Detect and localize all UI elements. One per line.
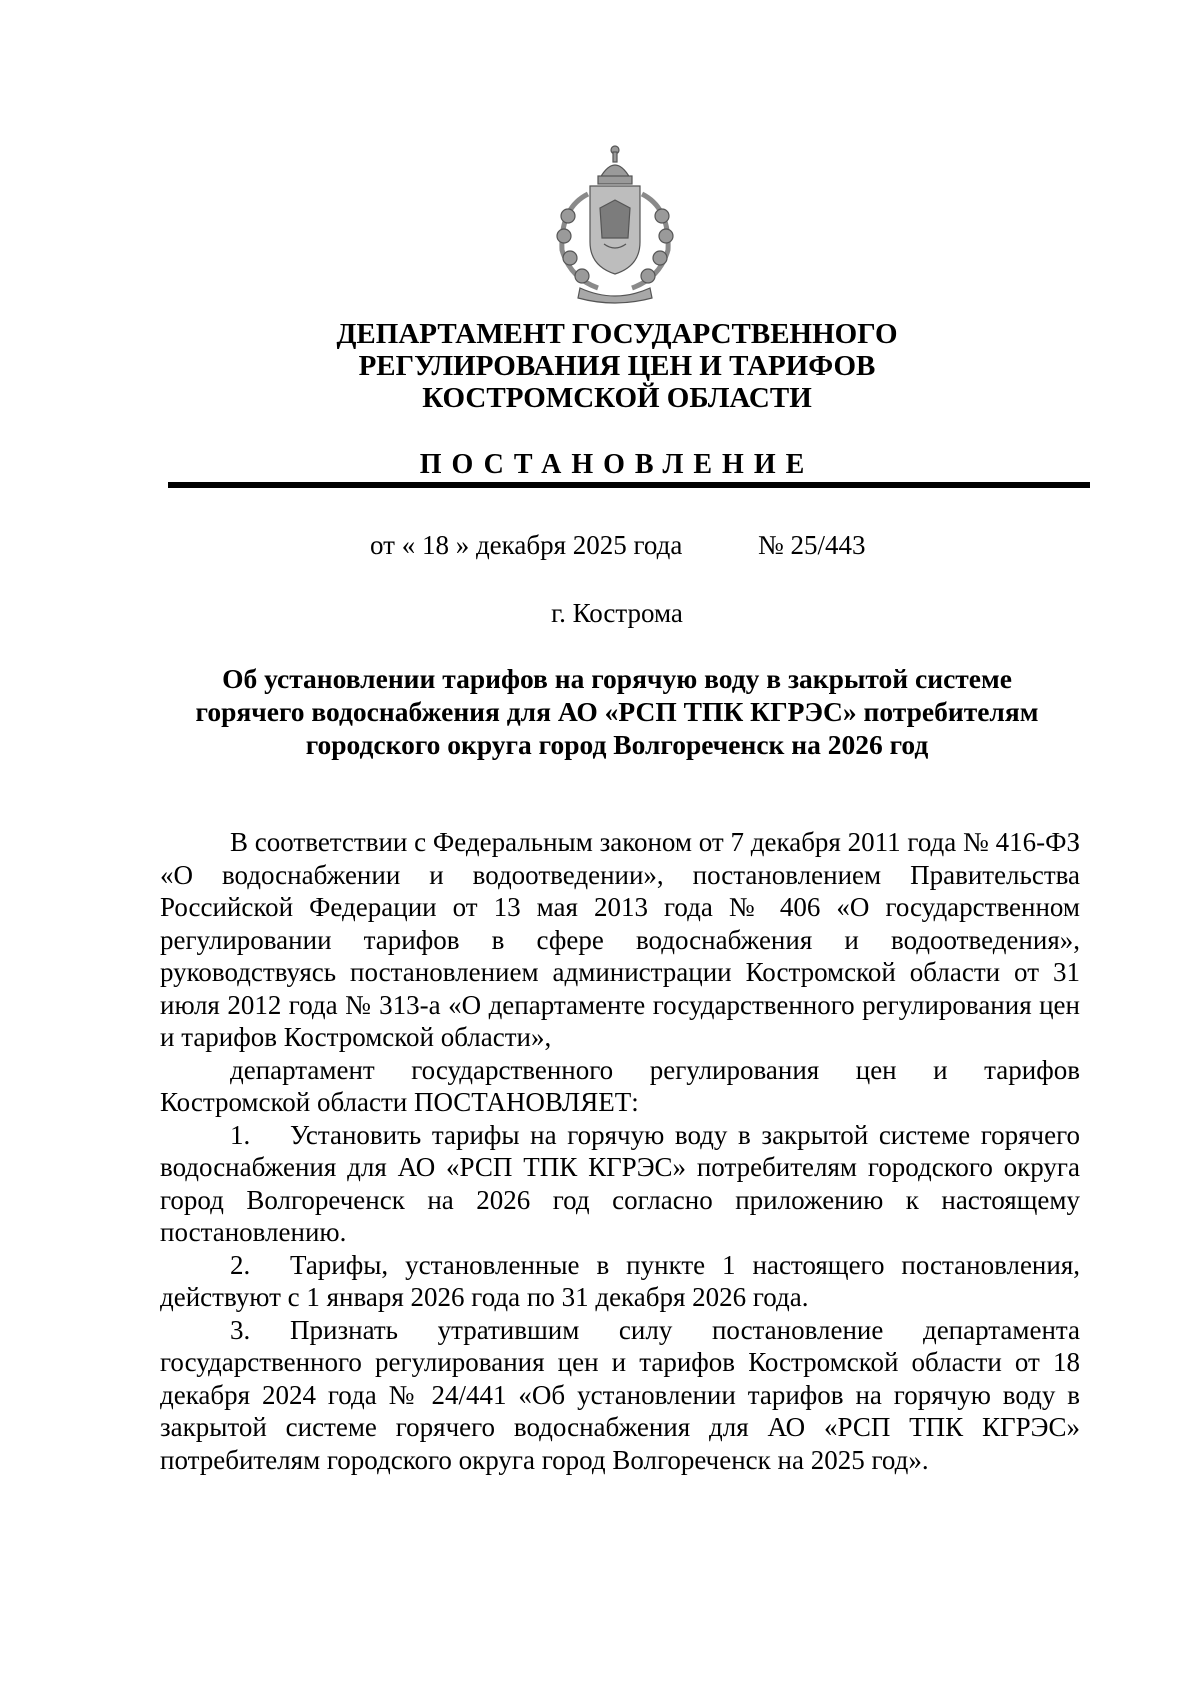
title-line: Об установлении тарифов на горячую воду в закрытой системе — [222, 663, 1012, 694]
item-text: Тарифы, установленные в пункте 1 настоящего постановления, действуют с 1 января 2026 года по 31 декабря 2026 года. — [160, 1249, 1080, 1312]
org-line: КОСТРОМСКОЙ ОБЛАСТИ — [422, 382, 812, 414]
title-line: городского округа город Волгореченск на 2026 год — [305, 729, 929, 760]
resolves-paragraph: департамент государственного регулирования цен и тарифов Костромской области ПОСТАНОВЛЯЕТ: — [160, 1054, 1080, 1117]
preamble-paragraph: В соответствии с Федеральным законом от 7 декабря 2011 года № 416-ФЗ «О водоснабжении и водоотведении», постановлением Правительства Российской Федерации от 13 мая 2013 года № 406 «О государственном регулировании тарифов в сфере водоснабжения и водоотведения», руководствуясь постановлением администрации Костромской области от 31 июля 2012 года № 313-а «О департаменте государственного регулирования цен и тарифов Костромской области», — [160, 827, 1080, 1052]
organization-name — [0, 318, 1200, 414]
org-line: ДЕПАРТАМЕНТ ГОСУДАРСТВЕННОГО — [336, 318, 898, 350]
list-item — [160, 1249, 1080, 1314]
item-number: 3. — [230, 1314, 251, 1345]
list-item — [160, 1119, 1080, 1249]
item-text: Установить тарифы на горячую воду в закрытой системе горячего водоснабжения для АО «РСП ТПК КГРЭС» потребителям городского округа город Волгореченск на 2026 год согласно приложению к настоящему постановлению. — [160, 1119, 1080, 1247]
document-number: № 25/443 — [758, 530, 866, 560]
title-line: горячего водоснабжения для АО «РСП ТПК КГРЭС» потребителям — [195, 696, 1039, 727]
document-title — [150, 662, 1084, 761]
coat-of-arms-icon — [540, 138, 690, 306]
item-number: 2. — [230, 1249, 251, 1280]
document-body — [160, 826, 1080, 1476]
org-line: РЕГУЛИРОВАНИЯ ЦЕН И ТАРИФОВ — [358, 350, 876, 382]
document-date: от « 18 » декабря 2025 года — [370, 530, 683, 560]
header-divider — [168, 482, 1090, 488]
document-type: ПОСТАНОВЛЕНИЕ — [419, 449, 815, 480]
item-text: Признать утратившим силу постановление департамента государственного регулирования цен и тарифов Костромской области от 18 декабря 2024 года № 24/441 «Об установлении тарифов на горячую воду в закрытой системе горячего водоснабжения для АО «РСП ТПК КГРЭС» потребителям городского округа город Волгореченск на 2025 год». — [160, 1314, 1080, 1475]
item-number: 1. — [230, 1119, 251, 1150]
document-city: г. Кострома — [551, 598, 683, 628]
list-item — [160, 1314, 1080, 1477]
